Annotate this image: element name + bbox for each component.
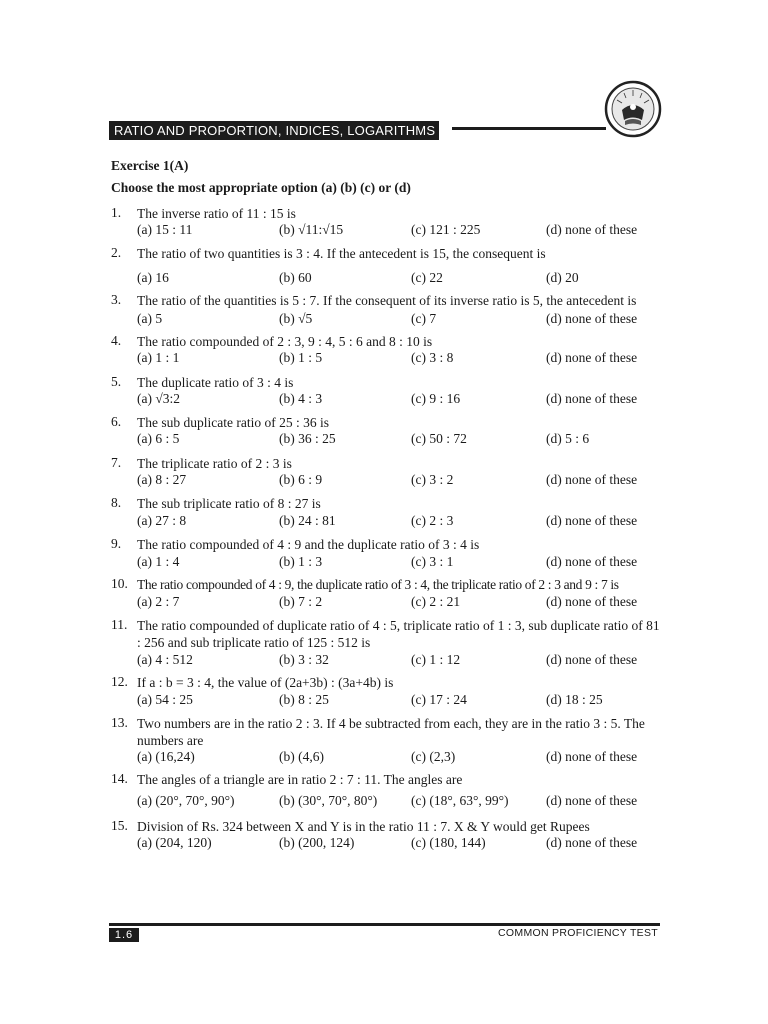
- option-d: (d) none of these: [546, 472, 638, 487]
- question-text: The ratio compounded of 2 : 3, 9 : 4, 5 : 6 and 8 : 10 is: [137, 334, 433, 349]
- option-c: (c) 1 : 12: [411, 652, 461, 667]
- option-b: (b) 1 : 3: [279, 554, 323, 569]
- option-c: (c) 7: [411, 311, 437, 326]
- option-a: (a) √3:2: [137, 391, 181, 406]
- option-b: (b) 60: [279, 270, 312, 285]
- option-c: (c) 2 : 21: [411, 594, 461, 609]
- option-a: (a) 27 : 8: [137, 513, 187, 528]
- option-b: (b) 7 : 2: [279, 594, 323, 609]
- question-number: 4.: [111, 333, 122, 348]
- question-number: 11.: [111, 617, 128, 632]
- option-a: (a) (204, 120): [137, 835, 212, 850]
- option-c: (c) 3 : 1: [411, 554, 454, 569]
- page-number: 1.6: [109, 928, 139, 942]
- question-number: 12.: [111, 674, 128, 689]
- question-text: The ratio compounded of 4 : 9 and the duplicate ratio of 3 : 4 is: [137, 537, 480, 552]
- option-a: (a) 54 : 25: [137, 692, 193, 707]
- question-number: 13.: [111, 715, 128, 730]
- option-a: (a) 8 : 27: [137, 472, 187, 487]
- footer-rule: [109, 923, 660, 926]
- option-d: (d) none of these: [546, 652, 638, 667]
- option-d: (d) none of these: [546, 391, 638, 406]
- question-text: The ratio of two quantities is 3 : 4. If the antecedent is 15, the consequent is: [137, 246, 546, 261]
- option-b: (b) (30°, 70°, 80°): [279, 793, 378, 808]
- option-d: (d) 5 : 6: [546, 431, 590, 446]
- question-text: The sub triplicate ratio of 8 : 27 is: [137, 496, 321, 511]
- question-number: 1.: [111, 205, 122, 220]
- option-a: (a) 1 : 4: [137, 554, 180, 569]
- question-number: 15.: [111, 818, 128, 833]
- option-c: (c) 22: [411, 270, 443, 285]
- option-b: (b) √5: [279, 311, 313, 326]
- option-a: (a) 16: [137, 270, 169, 285]
- option-c: (c) 2 : 3: [411, 513, 454, 528]
- option-d: (d) none of these: [546, 311, 638, 326]
- option-d: (d) none of these: [546, 554, 638, 569]
- option-b: (b) 8 : 25: [279, 692, 329, 707]
- option-c: (c) 121 : 225: [411, 222, 481, 237]
- question-number: 10.: [111, 576, 128, 591]
- option-d: (d) none of these: [546, 793, 638, 808]
- book-title: COMMON PROFICIENCY TEST: [498, 927, 658, 939]
- question-number: 2.: [111, 245, 122, 260]
- question-text: The ratio compounded of duplicate ratio of 4 : 5, triplicate ratio of 1 : 3, sub duplicate ratio of 81 : 256 and sub triplicate ratio of 125 : 512 is: [137, 618, 660, 650]
- option-d: (d) none of these: [546, 350, 638, 365]
- question-number: 3.: [111, 292, 122, 307]
- option-c: (c) 9 : 16: [411, 391, 461, 406]
- option-d: (d) none of these: [546, 594, 638, 609]
- option-b: (b) 36 : 25: [279, 431, 336, 446]
- question-text: The inverse ratio of 11 : 15 is: [137, 206, 296, 221]
- exercise-title: Exercise 1(A): [111, 158, 189, 173]
- option-b: (b) 24 : 81: [279, 513, 336, 528]
- option-b: (b) √11:√15: [279, 222, 344, 237]
- question-text: The ratio compounded of 4 : 9, the duplicate ratio of 3 : 4, the triplicate ratio of 2 : 3 and 9 : 7 is: [137, 577, 619, 592]
- institute-emblem-icon: [604, 80, 662, 138]
- option-b: (b) 4 : 3: [279, 391, 323, 406]
- option-d: (d) none of these: [546, 222, 638, 237]
- question-number: 5.: [111, 374, 122, 389]
- option-b: (b) (4,6): [279, 749, 324, 764]
- option-d: (d) none of these: [546, 513, 638, 528]
- option-a: (a) 4 : 512: [137, 652, 193, 667]
- question-text: Two numbers are in the ratio 2 : 3. If 4 be subtracted from each, they are in the ratio 3 : 5. The numbers are: [137, 716, 645, 748]
- option-a: (a) 5: [137, 311, 163, 326]
- option-c: (c) (180, 144): [411, 835, 486, 850]
- option-d: (d) none of these: [546, 749, 638, 764]
- question-number: 9.: [111, 536, 122, 551]
- option-a: (a) 6 : 5: [137, 431, 180, 446]
- question-text: The duplicate ratio of 3 : 4 is: [137, 375, 294, 390]
- question-number: 14.: [111, 771, 128, 786]
- question-text: The triplicate ratio of 2 : 3 is: [137, 456, 292, 471]
- option-c: (c) 50 : 72: [411, 431, 467, 446]
- option-a: (a) (16,24): [137, 749, 195, 764]
- option-b: (b) 3 : 32: [279, 652, 329, 667]
- header-rule: [452, 127, 606, 130]
- question-number: 7.: [111, 455, 122, 470]
- question-number: 8.: [111, 495, 122, 510]
- option-c: (c) 17 : 24: [411, 692, 467, 707]
- chapter-header: RATIO AND PROPORTION, INDICES, LOGARITHMS: [109, 121, 439, 140]
- option-a: (a) (20°, 70°, 90°): [137, 793, 235, 808]
- question-text: The sub duplicate ratio of 25 : 36 is: [137, 415, 329, 430]
- question-text: The angles of a triangle are in ratio 2 : 7 : 11. The angles are: [137, 772, 463, 787]
- option-c: (c) (2,3): [411, 749, 456, 764]
- option-a: (a) 2 : 7: [137, 594, 180, 609]
- option-d: (d) none of these: [546, 835, 638, 850]
- option-b: (b) 1 : 5: [279, 350, 323, 365]
- question-number: 6.: [111, 414, 122, 429]
- exercise-instruction: Choose the most appropriate option (a) (b) (c) or (d): [111, 180, 411, 195]
- question-text: If a : b = 3 : 4, the value of (2a+3b) : (3a+4b) is: [137, 675, 394, 690]
- option-a: (a) 15 : 11: [137, 222, 193, 237]
- option-b: (b) (200, 124): [279, 835, 355, 850]
- option-d: (d) 18 : 25: [546, 692, 603, 707]
- question-text: The ratio of the quantities is 5 : 7. If the consequent of its inverse ratio is 5, the antecedent is: [137, 293, 637, 308]
- question-text: Division of Rs. 324 between X and Y is in the ratio 11 : 7. X & Y would get Rupees: [137, 819, 590, 834]
- option-a: (a) 1 : 1: [137, 350, 180, 365]
- option-c: (c) 3 : 8: [411, 350, 454, 365]
- option-c: (c) (18°, 63°, 99°): [411, 793, 509, 808]
- option-c: (c) 3 : 2: [411, 472, 454, 487]
- option-d: (d) 20: [546, 270, 579, 285]
- option-b: (b) 6 : 9: [279, 472, 323, 487]
